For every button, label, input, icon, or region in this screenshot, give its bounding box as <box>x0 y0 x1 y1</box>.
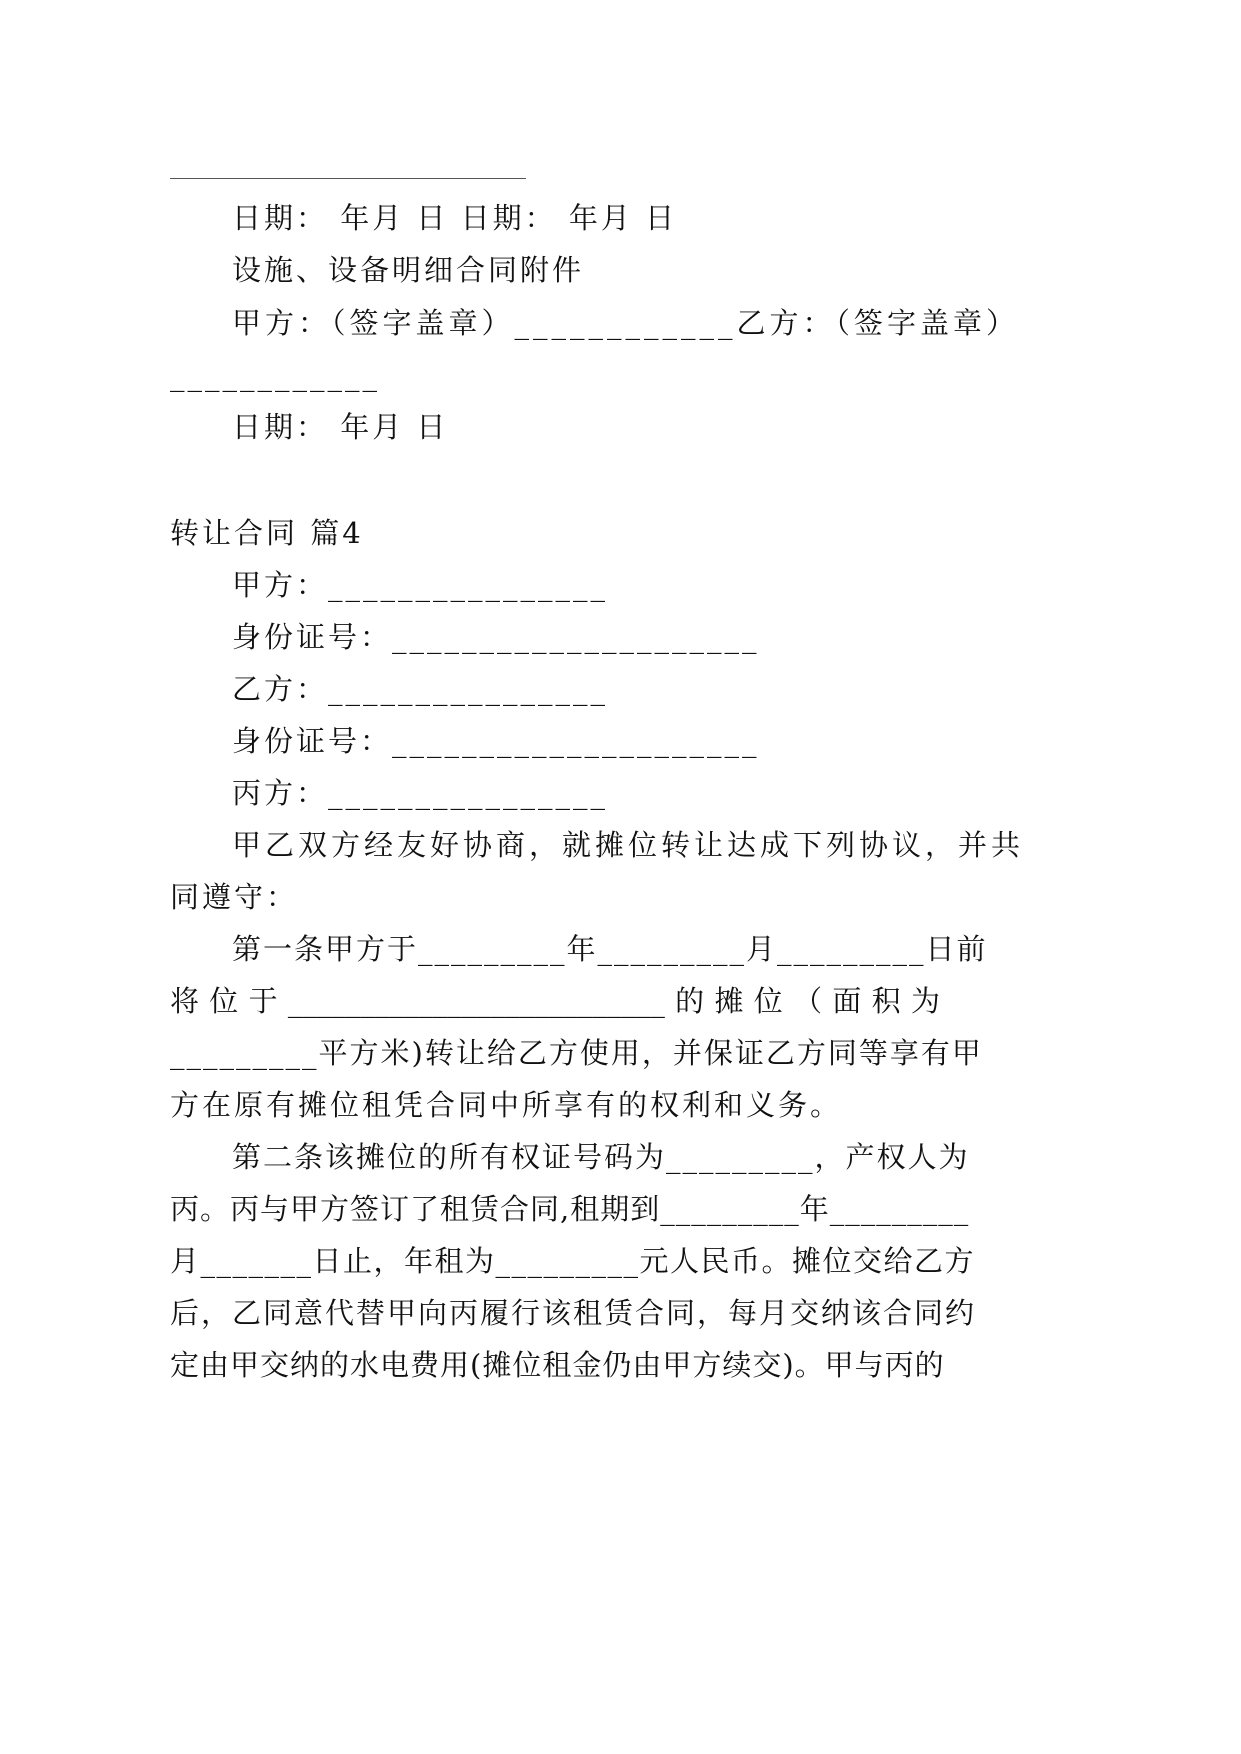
article-1-line-2-part: 位 <box>209 984 239 1018</box>
article-1-line-2-part: 为 <box>910 984 940 1018</box>
article-1-line-2-part: （ <box>793 984 823 1018</box>
signature-continuation: ____________ <box>170 358 380 392</box>
article-2-line-1: 第二条该摊位的所有权证号码为_________，产权人为 <box>232 1140 970 1174</box>
intro-paragraph-line-2: 同遵守： <box>170 880 299 914</box>
article-1-line-2-part: 面 <box>832 984 862 1018</box>
article-1-line-2-part: 位 <box>753 984 783 1018</box>
party-b-field: 乙方：________________ <box>232 672 609 706</box>
article-1-line-2-part: 的 <box>675 984 705 1018</box>
article-2-line-5: 定由甲交纳的水电费用(摊位租金仍由甲方续交)。甲与丙的 <box>170 1348 945 1382</box>
article-1-line-2-part: 积 <box>871 984 901 1018</box>
article-1-line-4: 方在原有摊位租凭合同中所享有的权利和义务。 <box>170 1088 843 1122</box>
article-1-line-3: _________平方米)转让给乙方使用，并保证乙方同等享有甲 <box>170 1036 983 1070</box>
article-1-line-2-part: 将 <box>170 984 200 1018</box>
party-a-field: 甲方：________________ <box>232 568 609 602</box>
intro-paragraph-line-1: 甲乙双方经友好协商，就摊位转让达成下列协议，并共 <box>232 828 1025 862</box>
date-line-double: 日期： 年月 日 日期： 年月 日 <box>232 201 678 235</box>
article-1-line-2-part: __________________________ <box>287 984 665 1018</box>
party-c-field: 丙方：________________ <box>232 776 609 810</box>
section-title: 转让合同 篇4 <box>170 516 364 550</box>
id-number-b-field: 身份证号：_____________________ <box>232 724 760 758</box>
article-1-line-2-part: 摊 <box>714 984 744 1018</box>
article-2-line-2: 丙。丙与甲方签订了租赁合同,租期到_________年_________ <box>170 1192 970 1226</box>
attachment-title: 设施、设备明细合同附件 <box>232 253 585 287</box>
article-1-line-1: 第一条甲方于_________年_________月_________日前 <box>232 932 988 966</box>
signature-line: 甲方：（签字盖章）____________乙方：（签字盖章） <box>232 306 1020 340</box>
id-number-a-field: 身份证号：_____________________ <box>232 620 760 654</box>
date-line-single: 日期： 年月 日 <box>232 410 449 444</box>
article-1-line-2-part: 于 <box>248 984 278 1018</box>
article-2-line-3: 月_______日止，年租为_________元人民币。摊位交给乙方 <box>170 1244 976 1278</box>
article-1-line-2 <box>170 983 940 1019</box>
article-2-line-4: 后，乙同意代替甲向丙履行该租赁合同，每月交纳该合同约 <box>170 1296 977 1330</box>
top-signature-rule <box>170 178 526 179</box>
